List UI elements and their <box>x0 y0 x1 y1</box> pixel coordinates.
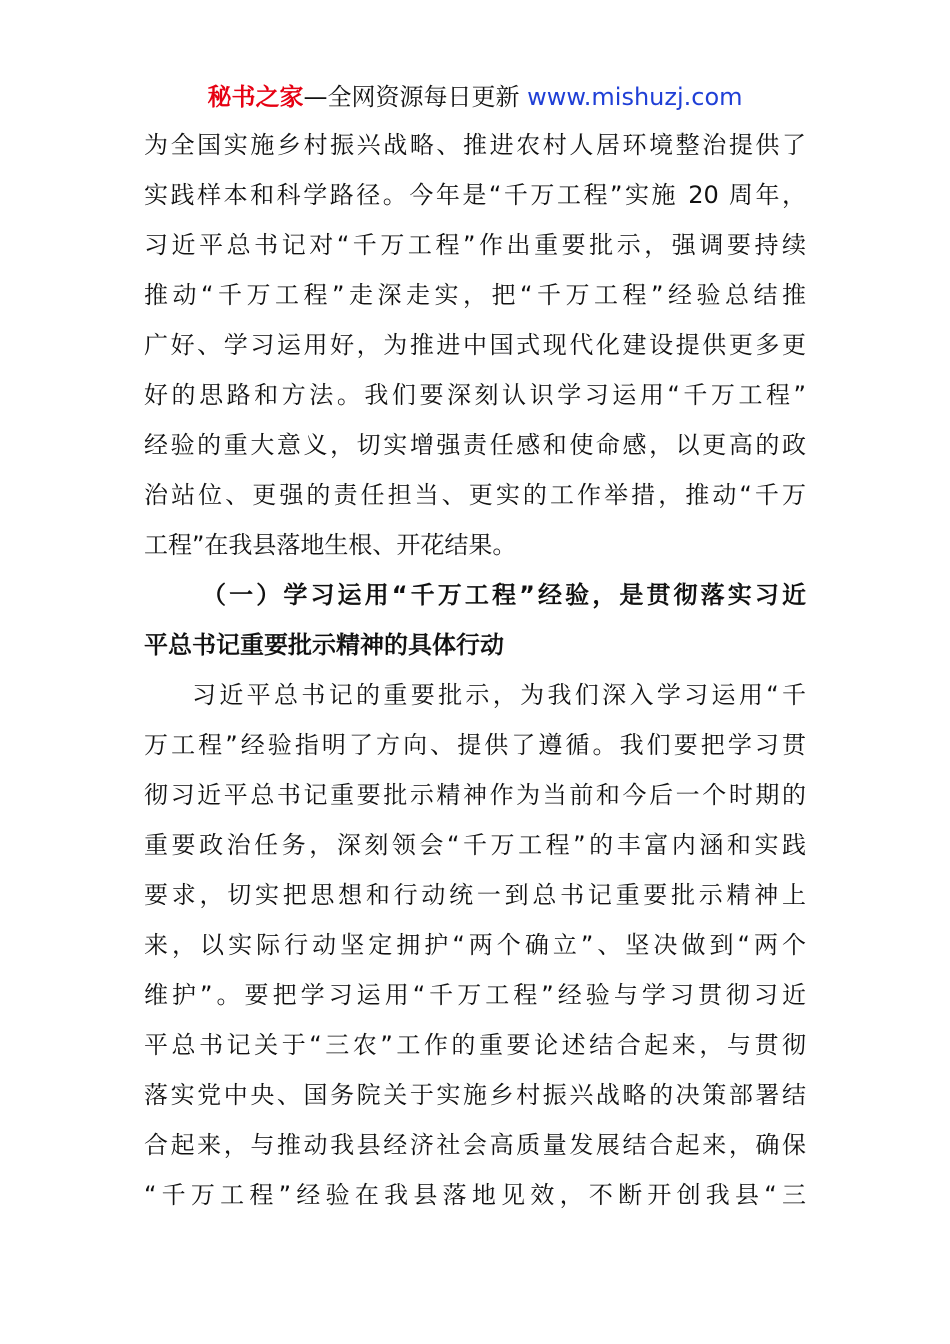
site-url-link[interactable]: www.mishuzj.com <box>527 83 743 111</box>
paragraph-line: 要求，切实把思想和行动统一到总书记重要批示精神上 <box>144 881 806 909</box>
paragraph-line: 好的思路和方法。我们要深刻认识学习运用“千万工程” <box>144 381 806 409</box>
paragraph-line: 实践样本和科学路径。今年是“千万工程”实施 20 周年， <box>144 181 806 209</box>
paragraph-line: 万工程”经验指明了方向、提供了遵循。我们要把学习贯 <box>144 731 806 759</box>
site-header <box>0 80 950 114</box>
document-body <box>144 120 806 1220</box>
paragraph-line: 来，以实际行动坚定拥护“两个确立”、坚决做到“两个 <box>144 931 806 959</box>
paragraph-line: 落实党中央、国务院关于实施乡村振兴战略的决策部署结 <box>144 1081 806 1109</box>
section-heading: 平总书记重要批示精神的具体行动 <box>144 631 504 659</box>
paragraph-line: 治站位、更强的责任担当、更实的工作举措，推动“千万 <box>144 481 806 509</box>
site-tagline: —全网资源每日更新 <box>303 83 528 111</box>
paragraph-line: 维护”。要把学习运用“千万工程”经验与学习贯彻习近 <box>144 981 806 1009</box>
paragraph-line: 经验的重大意义，切实增强责任感和使命感，以更高的政 <box>144 431 806 459</box>
section-heading: （一）学习运用“千万工程”经验，是贯彻落实习近 <box>202 581 806 609</box>
paragraph-line: 平总书记关于“三农”工作的重要论述结合起来，与贯彻 <box>144 1031 806 1059</box>
paragraph-line: 工程”在我县落地生根、开花结果。 <box>144 531 517 559</box>
paragraph-line: 习近平总书记的重要批示，为我们深入学习运用“千 <box>192 681 806 709</box>
paragraph-line: 为全国实施乡村振兴战略、推进农村人居环境整治提供了 <box>144 131 806 159</box>
paragraph-line: “千万工程”经验在我县落地见效，不断开创我县“三 <box>144 1181 806 1209</box>
site-brand: 秘书之家 <box>207 83 304 111</box>
paragraph-line: 重要政治任务，深刻领会“千万工程”的丰富内涵和实践 <box>144 831 806 859</box>
paragraph-line: 合起来，与推动我县经济社会高质量发展结合起来，确保 <box>144 1131 806 1159</box>
paragraph-line: 习近平总书记对“千万工程”作出重要批示，强调要持续 <box>144 231 806 259</box>
paragraph-line: 推动“千万工程”走深走实，把“千万工程”经验总结推 <box>144 281 806 309</box>
paragraph-line: 彻习近平总书记重要批示精神作为当前和今后一个时期的 <box>144 781 806 809</box>
paragraph-line: 广好、学习运用好，为推进中国式现代化建设提供更多更 <box>144 331 806 359</box>
